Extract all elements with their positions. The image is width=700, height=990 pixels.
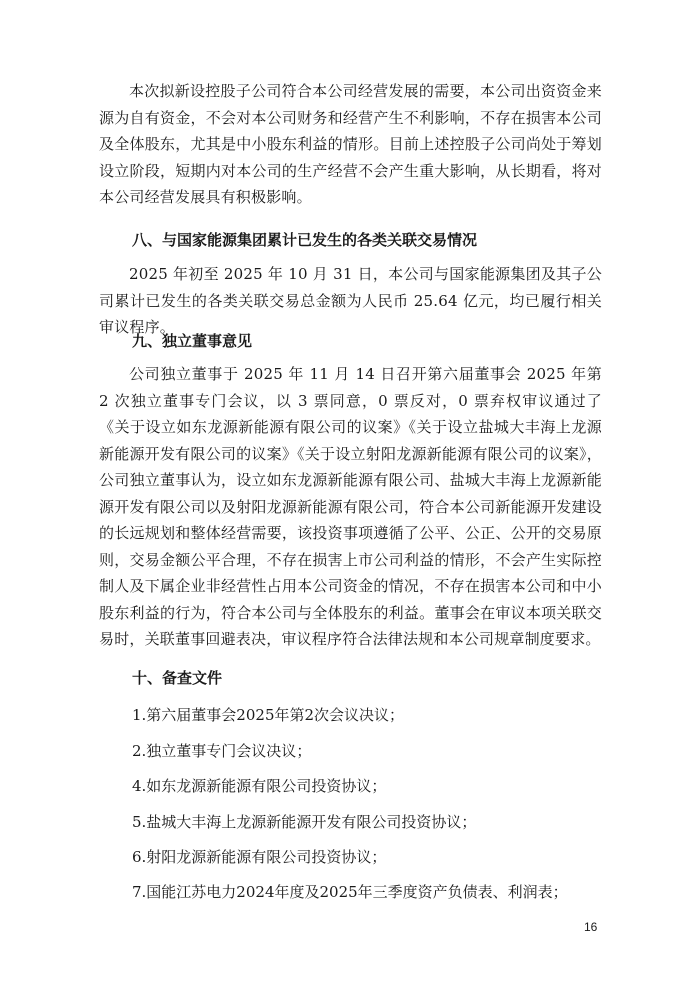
- paragraph-independent-directors: 公司独立董事于 2025 年 11 月 14 日召开第六届董事会 2025 年第 2 次独立董事专门会议，以 3 票同意，0 票反对，0 票弃权审议通过了《关于设立如东龙源新能源有限公司的议案》《关于设立盐城大丰海上龙源新能源开发有限公司的议案》《关于设立射阳龙源新能源有限公司的议案》，公司独立董事认为，设立如东龙源新能源有限公司、盐城大丰海上龙源新能源开发有限公司以及射阳龙源新能源有限公司，符合本公司新能源开发建设的长远规划和整体经营需要，该投资事项遵循了公平、公正、公开的交易原则，交易金额公平合理，不存在损害上市公司利益的情形，不会产生实际控制人及下属企业非经营性占用本公司资金的情况，不存在损害本公司和中小股东利益的行为，符合本公司与全体股东的利益。董事会在审议本项关联交易时，关联董事回避表决，审议程序符合法律法规和本公司规章制度要求。: [99, 365, 602, 648]
- list-item-document: 7.国能江苏电力2024年度及2025年三季度资产负债表、利润表；: [132, 883, 568, 901]
- page-number: 16: [584, 920, 598, 934]
- heading-section-9: 九、独立董事意见: [132, 332, 253, 350]
- list-item-document: 2.独立董事专门会议决议；: [132, 742, 312, 760]
- heading-section-10: 十、备查文件: [132, 669, 223, 687]
- list-item-document: 5.盐城大丰海上龙源新能源开发有限公司投资协议；: [132, 813, 477, 831]
- paragraph-related-transactions: 2025 年初至 2025 年 10 月 31 日，本公司与国家能源集团及其子公司累计已发生的各类关联交易总金额为人民币 25.64 亿元，均已履行相关审议程序。: [99, 265, 602, 336]
- list-item-document: 6.射阳龙源新能源有限公司投资协议；: [132, 848, 387, 866]
- paragraph-impact: 本次拟新设控股子公司符合本公司经营发展的需要，本公司出资资金来源为自有资金，不会对本公司财务和经营产生不利影响，不存在损害本公司及全体股东，尤其是中小股东利益的情形。目前上述控股子公司尚处于筹划设立阶段，短期内对本公司的生产经营不会产生重大影响，从长期看，将对本公司经营发展具有积极影响。: [99, 82, 602, 206]
- list-item-document: 1.第六届董事会2025年第2次会议决议；: [132, 706, 405, 724]
- heading-section-8: 八、与国家能源集团累计已发生的各类关联交易情况: [132, 231, 478, 249]
- list-item-document: 4.如东龙源新能源有限公司投资协议；: [132, 777, 387, 795]
